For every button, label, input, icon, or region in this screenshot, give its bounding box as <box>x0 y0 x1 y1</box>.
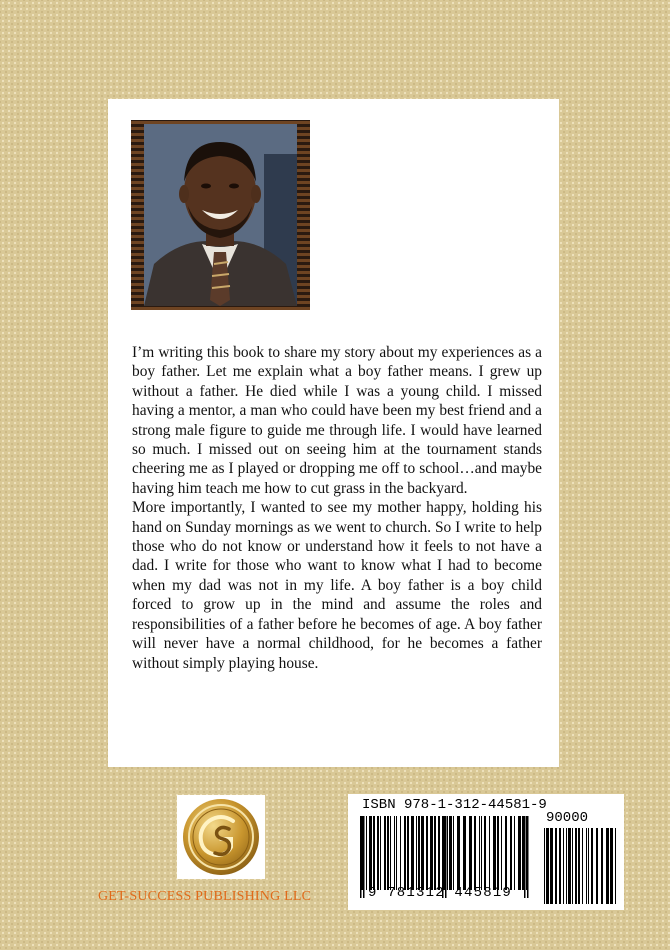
publisher-logo <box>177 795 265 879</box>
isbn-barcode <box>348 794 624 910</box>
description-paragraph-2: More importantly, I wanted to see my mother happy, holding his hand on Sunday mornings as we went to church. So I write to help those who do not know or understand how it feels to not have a dad. I write for those who want to know what I had to become when my dad was not in my life. A boy father is a boy child forced to grow up in the mind and assume the roles and responsibilities of a father before he becomes of age. A boy father will never have a normal childhood, for he becomes a father without simply playing house. <box>132 499 542 672</box>
author-photo <box>131 120 310 310</box>
publisher-name: GET-SUCCESS PUBLISHING LLC <box>98 889 312 904</box>
description-paragraph-1: I’m writing this book to share my story about my experiences as a boy father. Let me explain what a boy father means. I grew up without a father. He died while I was a young child. I missed having a mentor, a man who could have been my best friend and a strong male figure to guide me through life. I would have learned so much. I missed out on seeing him at the tournament stands cheering me as I played or dropping me off to school…and maybe having him teach me how to cut grass in the backyard. <box>132 344 542 497</box>
gs-monogram-logo-icon <box>177 795 265 879</box>
book-description <box>132 343 542 673</box>
isbn-label: ISBN 978-1-312-44581-9 <box>362 797 547 813</box>
author-portrait-icon <box>144 124 297 306</box>
description-panel <box>108 99 559 767</box>
ean-digits: 9 781312 445819 <box>368 885 513 901</box>
price-code: 90000 <box>546 810 589 826</box>
